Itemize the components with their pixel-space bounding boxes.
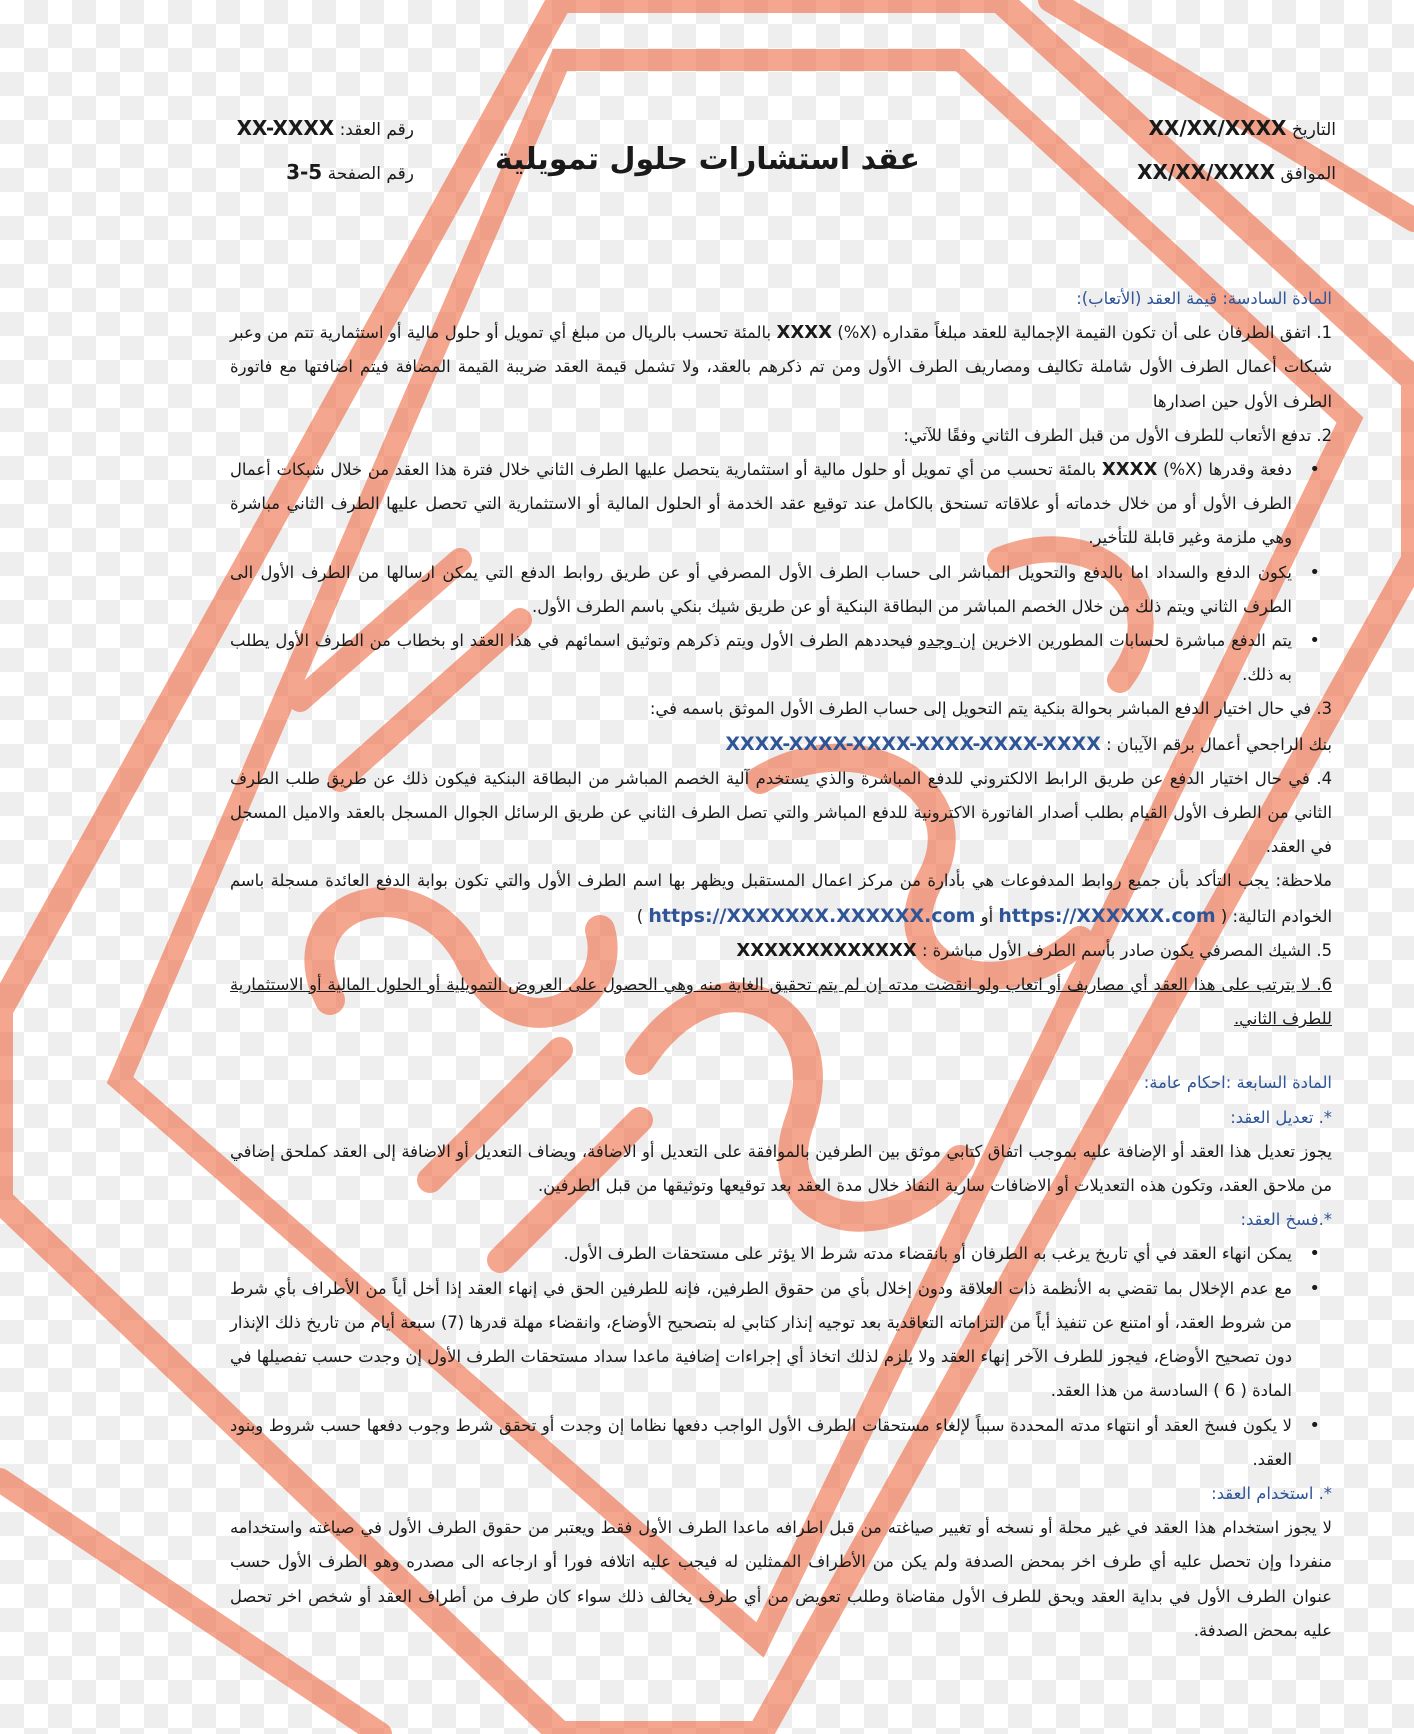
iban-label: بنك الراجحي أعمال برقم الآيبان : [1100, 734, 1332, 754]
url-link-1[interactable]: https://XXXXXX.com [998, 904, 1216, 927]
clause-6-1-text-b: بالمئة تحسب بالريال من مبلغ أي تمويل أو حلول مالية أو استثمارية تتم من وعبر شبكات أعمال الطرف الأول شاملة تكاليف ومصاريف الطرف الأول ومن تم ذكرهم بالعقد، ولا تشمل قيمة العقد ضريبة القيمة المضافة فيتم اضافتها مع فاتورة الطرف الأول حين اصدارها [230, 323, 1332, 411]
date-value: XX/XX/XXXX [1148, 116, 1287, 140]
clause-6-4: 4. في حال اختيار الدفع عن طريق الرابط الالكتروني للدفع المباشرة والذي يستخدم آلية الخصم المباشر من البطاقة البنكية فيكون ذلك عن طريق طلب الطرف الثاني من الطرف الأول القيام بطلب أصدار الفاتورة الاكترونية للدفع المباشر والتي تصل الطرف الثاني عن طريق الرسائل الجوال المسجل بالعقد والاميل المسجل في العقد. [230, 768, 1332, 857]
contract-body [230, 282, 1332, 1648]
cheque-value: XXXXXXXXXXXXX [736, 939, 917, 961]
note-close: ) [636, 906, 649, 926]
clause-6-3: 3. في حال اختيار الدفع المباشر بحوالة بنكية يتم التحويل إلى حساب الطرف الأول الموثق باسمه في: [649, 699, 1332, 719]
bullet-amount: XXXX [1101, 459, 1158, 481]
article-6-heading: المادة السادسة: قيمة العقد (الأتعاب): [1076, 289, 1332, 308]
bullet-text-b: فيحددهم الطرف الأول ويتم ذكرهم وتوثيق اسمائهم في هذا العقد او بخطاب من الطرف الأول يطلب به ذلك. [230, 631, 1292, 685]
clause-6-5 [230, 934, 1332, 968]
bullet-text-b: بالمئة تحسب من أي تمويل أو حلول مالية أو استثمارية يتحصل عليها الطرف الثاني خلال فترة هذا العقد من خلال شبكات أعمال الطرف الأول أو من خلال خدماته أو علاقاته تستحق بالكامل عند توقيع عقد الخدمة أو الحلول المالية أو الاستثمارية التي تحصل عليها الطرف الثاني مباشرة وهي ملزمة وغير قابلة للتأخير. [230, 460, 1292, 548]
iban-row [230, 727, 1332, 762]
corresponding-value: XX/XX/XXXX [1137, 160, 1276, 184]
clause-6-1-amount: XXXX [776, 322, 832, 344]
list-item: • لا يكون فسخ العقد أو انتهاء مدته المحددة سبباً لإلغاء مستحقات الطرف الأول الواجب دفعها نظاما إن وجدت أو تحقق شرط وجوب دفعها حسب شروط وبنود العقد. [230, 1409, 1292, 1477]
usage-title: *. استخدام العقد: [1211, 1483, 1332, 1503]
list-item: • مع عدم الإخلال بما تقضي به الأنظمة ذات العلاقة ودون إخلال بأي من حقوق الطرفين، فإنه للطرفين الحق في إنهاء العقد إذا أخل أياً من الأطراف بأي شرط من شروط العقد، أو امتنع عن تنفيذ أياً من التزاماته التعاقدية بعد توجيه إنذار كتابي له بتصحيح الأوضاع، وانقضاء مهلة قدرها (7) سبعة أيام من تاريخ ذلك الإنذار دون تصحيح الأوضاع، فيجوز للطرف الآخر إنهاء العقد ولا يلزم لذلك اتخاذ أي إجراءات إضافية ماعدا سداد مستحقات الطرف الأول إن وجدت حسب تفصيلها في المادة ( 6 ) السادسة من هذا العقد. [230, 1272, 1292, 1409]
clause-6-2-bullets [230, 453, 1332, 692]
corresponding-date-row [1137, 160, 1336, 186]
bullet-underlined: إن وجدو [918, 631, 976, 651]
clause-6-1 [230, 316, 1332, 419]
list-item [230, 624, 1292, 692]
termination-title: *.فسخ العقد: [1240, 1210, 1332, 1230]
payment-note [230, 864, 1332, 933]
bullet-text-a: دفعة وقدرها (X%) [1157, 460, 1292, 480]
date-row [1148, 116, 1336, 142]
bullet-text-a: يتم الدفع مباشرة لحسابات المطورين الاخرين [975, 631, 1293, 651]
url-link-2[interactable]: https://XXXXXXX.XXXXXX.com [648, 904, 976, 927]
clause-6-5-text: 5. الشيك المصرفي يكون صادر بأسم الطرف الأول مباشرة : [916, 940, 1332, 960]
page-number-value: 3-5 [286, 160, 323, 184]
note-or: أو [975, 906, 999, 926]
date-label: التاريخ [1291, 120, 1336, 140]
contract-number-row [237, 116, 414, 142]
usage-text: لا يجوز استخدام هذا العقد في غير محلة أو نسخه أو تغيير صياغته من قبل اطرافه ماعدا الطرف الأول فقط ويعتبر من حقوق الطرف الأول في صياغته واستخدامه منفردا وإن تحصل عليه أي طرف اخر بمحض الصدفة ولم يكن من الأطراف الممثلين له فيجب عليه اتلافه فورا أو ارجاعه الى مصدره وهو الطرف الأول حسب عنوان الطرف الأول في بداية العقد ويحق للطرف الأول مقاضاة وطلب تعويض من أي طرف يخالف ذلك سواء كان طرف من أطراف العقد أو شخص اخر تحصل عليه بمحض الصدفة. [230, 1518, 1332, 1640]
section-gap [230, 1036, 1332, 1066]
article-7-heading: المادة السابعة :احكام عامة: [1143, 1073, 1332, 1093]
clause-6-6: 6. لا يترتب على هذا العقد أي مصاريف أو اتعاب ولو انقضت مدته إن لم يتم تحقيق الغاية منه وهي الحصول على العروض التمويلية أو الحلول المالية أو الاستثمارية للطرف الثاني. [230, 975, 1332, 1029]
page-number-label: رقم الصفحة [327, 164, 414, 184]
list-item [230, 453, 1292, 556]
corresponding-label: الموافق [1280, 164, 1336, 184]
contract-number-label: رقم العقد: [339, 120, 414, 140]
amend-title: *. تعديل العقد: [1230, 1107, 1332, 1127]
contract-number-value: XX-XXXX [236, 116, 335, 140]
termination-bullets [230, 1237, 1332, 1476]
clause-6-2: 2. تدفع الأتعاب للطرف الأول من قبل الطرف الثاني وفقًا للآتي: [903, 425, 1332, 445]
clause-6-1-text-a: 1. اتفق الطرفان على أن تكون القيمة الإجمالية للعقد مبلغاً مقداره (X%) [831, 323, 1333, 343]
list-item: • يكون الدفع والسداد اما بالدفع والتحويل المباشر الى حساب الطرف الأول المصرفي أو عن طريق روابط الدفع التي يمكن ارسالها من الطرف الأول الى الطرف الثاني ويتم ذلك من خلال الخصم المباشر من البطاقة البنكية أو عن طريق شيك بنكي باسم الطرف الأول. [230, 556, 1292, 624]
iban-value: XXXX-XXXX-XXXX-XXXX-XXXX-XXXX [725, 732, 1101, 755]
note-text: ملاحظة: يجب التأكد بأن جميع روابط المدفوعات هي بأدارة من مركز اعمال المستقبل ويظهر بها اسم الطرف الأول والتي تكون بوابة الدفع العائدة مسجلة باسم الخوادم التالية: ( [230, 871, 1332, 926]
list-item: • يمكن انهاء العقد في أي تاريخ يرغب به الطرفان أو بانقضاء مدته شرط الا يؤثر على مستحقات الطرف الأول. [230, 1237, 1292, 1271]
page-title: عقد استشارات حلول تمويلية [494, 142, 920, 177]
amend-text: يجوز تعديل هذا العقد أو الإضافة عليه بموجب اتفاق كتابي موثق بين الطرفين بالموافقة على التعديل أو الاضافة، ويضاف التعديل أو الاضافة إلى العقد كملحق إضافي من ملاحق العقد، وتكون هذه التعديلات أو الاضافات سارية النفاذ خلال مدة العقد بعد توقيعها وتوثيقها من قبل الطرفين. [230, 1141, 1332, 1196]
page-number-row [286, 160, 414, 186]
